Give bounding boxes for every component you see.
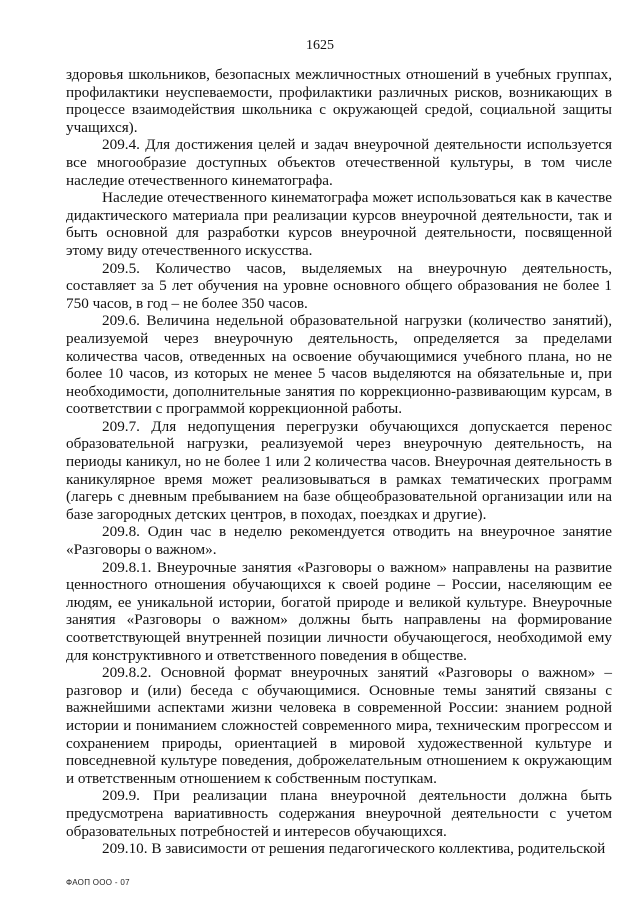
document-body bbox=[66, 66, 612, 858]
paragraph-209-8: 209.8. Один час в неделю рекомендуется отводить на внеурочное занятие «Разговоры о важном». bbox=[66, 523, 612, 559]
footer-document-code: ФАОП ООО - 07 bbox=[66, 878, 130, 887]
paragraph-209-10: 209.10. В зависимости от решения педагогического коллектива, родительской bbox=[102, 840, 606, 858]
paragraph-209-9: 209.9. При реализации плана внеурочной деятельности должна быть предусмотрена вариативность содержания внеурочной деятельности с учетом образовательных потребностей и интересов обучающихся. bbox=[66, 787, 612, 840]
paragraph-continuation: здоровья школьников, безопасных межличностных отношений в учебных группах, профилактики неуспеваемости, профилактики различных рисков, возникающих в процессе взаимодействия школьника с окружающей средой, социальной защиты учащихся). bbox=[66, 66, 612, 136]
paragraph-209-5: 209.5. Количество часов, выделяемых на внеурочную деятельность, составляет за 5 лет обучения на уровне основного общего образования не более 1 750 часов, в год – не более 350 часов. bbox=[66, 259, 612, 312]
paragraph-209-4: 209.4. Для достижения целей и задач внеурочной деятельности используется все многообразие доступных объектов отечественной культуры, в том числе наследие отечественного кинематографа. bbox=[66, 136, 612, 189]
paragraph-209-8-2: 209.8.2. Основной формат внеурочных занятий «Разговоры о важном» – разговор и (или) беседа с обучающимися. Основные темы занятий связаны с важнейшими аспектами жизни человека в современной России: знанием родной истории и пониманием сложностей современного мира, техническим прогрессом и сохранением природы, ориентацией в мировой художественной культуре и повседневной культуре поведения, доброжелательным отношением к окружающим и ответственным отношением к собственным поступкам. bbox=[66, 664, 612, 787]
paragraph-cinema-heritage: Наследие отечественного кинематографа может использоваться как в качестве дидактического материала при реализации курсов внеурочной деятельности, так и быть основной для разработки курсов внеурочной деятельности, посвященной этому виду отечественного искусства. bbox=[66, 189, 612, 259]
paragraph-209-8-1: 209.8.1. Внеурочные занятия «Разговоры о важном» направлены на развитие ценностного отношения обучающихся к своей родине – России, населяющим ее людям, ее уникальной истории, богатой природе и великой культуре. Внеурочные занятия «Разговоры о важном» должны быть направлены на формирование соответствующей внутренней позиции личности обучающегося, необходимой ему для конструктивного и ответственного поведения в обществе. bbox=[66, 558, 612, 664]
page-number: 1625 bbox=[306, 38, 334, 53]
paragraph-209-7: 209.7. Для недопущения перегрузки обучающихся допускается перенос образовательной нагрузки, реализуемой через внеурочную деятельность, на периоды каникул, но не более 1 или 2 количества часов. Внеурочная деятельность в каникулярное время может реализовываться в рамках тематических программ (лагерь с дневным пребыванием на базе общеобразовательной организации или на базе загородных детских центров, в походах, поездках и другие). bbox=[66, 417, 612, 523]
paragraph-209-6: 209.6. Величина недельной образовательной нагрузки (количество занятий), реализуемой через внеурочную деятельность, определяется за пределами количества часов, отведенных на освоение обучающимися учебного плана, но не более 10 часов, из которых не менее 5 часов выделяются на обязательные и, при необходимости, дополнительные занятия по коррекционно-развивающим курсам, в соответствии с программой коррекционной работы. bbox=[66, 312, 612, 418]
